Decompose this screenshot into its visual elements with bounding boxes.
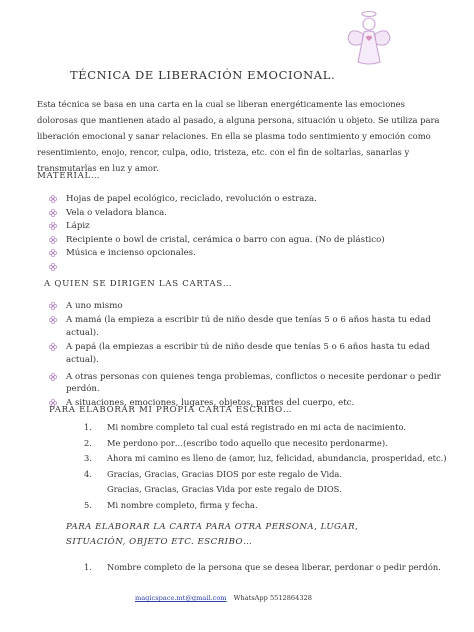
own-letter-steps [84,420,446,514]
material-list [46,193,385,271]
recipients-list [46,300,446,411]
flower-bullet-icon [49,316,57,324]
other-letter-heading-line2: SITUACIÓN, OBJETO ETC. ESCRIBO… [66,537,253,547]
list-item: 2. Me perdono por…(escribo todo aquello que necesito perdonarme). [84,437,388,448]
other-letter-steps [84,560,441,576]
list-item [46,261,385,271]
list-item: A situaciones, emociones, lugares, objetos, partes del cuerpo, etc. [46,397,446,411]
flower-bullet-icon [49,222,57,230]
flower-bullet-icon [49,249,57,257]
list-item: Lápiz [46,220,385,234]
list-item: 1. Nombre completo de la persona que se desea liberar, perdonar o pedir perdón. [84,562,441,572]
page-title: TÉCNICA DE LIBERACIÓN EMOCIONAL. [70,68,336,82]
flower-bullet-icon [49,373,57,381]
flower-bullet-icon [49,236,57,244]
flower-bullet-icon [49,343,57,351]
list-item: 3. Ahora mi camino es lleno de (amor, luz, felicidad, abundancia, prosperidad, etc.) [84,453,447,464]
flower-bullet-icon [49,302,57,310]
other-letter-heading-line1: PARA ELABORAR LA CARTA PARA OTRA PERSONA, LUGAR, [66,522,359,532]
list-item: Vela o veladora blanca. [46,207,385,221]
list-item: Música e incienso opcionales. [46,247,385,261]
intro-paragraph: Esta técnica se basa en una carta en la cual se liberan energéticamente las emociones dolorosas que mantienen atado al pasado, a alguna persona, situación u objeto. Se utiliza para liberación emocional y sanar relaciones. En ella se plasma todo sentimiento y emoción como resentimiento, enojo, rencor, culpa, odio, tristeza, etc. con el fin de soltarlas, sanarlas y transmutarlas en luz y amor. [37,99,440,173]
whatsapp-contact: WhatsApp 5512864328 [233,594,312,602]
email-link[interactable]: magicspace.mt@gmail.com [135,594,227,602]
list-item: 5. Mi nombre completo, firma y fecha. [84,499,258,510]
own-letter-heading: PARA ELABORAR MI PROPIA CARTA ESCRIBO… [49,405,293,415]
list-item: A papá (la empiezas a escribir tú de niño desde que tenías 5 o 6 años hasta tu edad actual). [46,341,446,368]
list-item: Recipiente o bowl de cristal, cerámica o barro con agua. (No de plástico) [46,234,385,248]
flower-bullet-icon [49,195,57,203]
list-item: 1. Mi nombre completo tal cual está registrado en mi acta de nacimiento. [84,422,406,432]
list-item: Hojas de papel ecológico, reciclado, revolución o estraza. [46,193,385,207]
recipients-heading: A QUIEN SE DIRIGEN LAS CARTAS… [44,279,233,289]
angel-illustration [344,8,392,68]
list-item: A otras personas con quienes tenga problemas, conflictos o necesite perdonar o pedir perdón. [46,368,446,395]
flower-bullet-icon [49,209,57,217]
flower-bullet-icon [49,263,57,271]
list-item: A uno mismo [46,300,446,314]
list-item: 4. Gracias, Gracias, Gracias DIOS por este regalo de Vida. Gracias, Gracias, Gracias Vida por este regalo de DIOS. [84,468,343,495]
material-heading: MATERIAL… [37,171,101,181]
footer [135,594,312,602]
list-item: A mamá (la empieza a escribir tú de niño desde que tenías 5 o 6 años hasta tu edad actual). [46,314,446,341]
